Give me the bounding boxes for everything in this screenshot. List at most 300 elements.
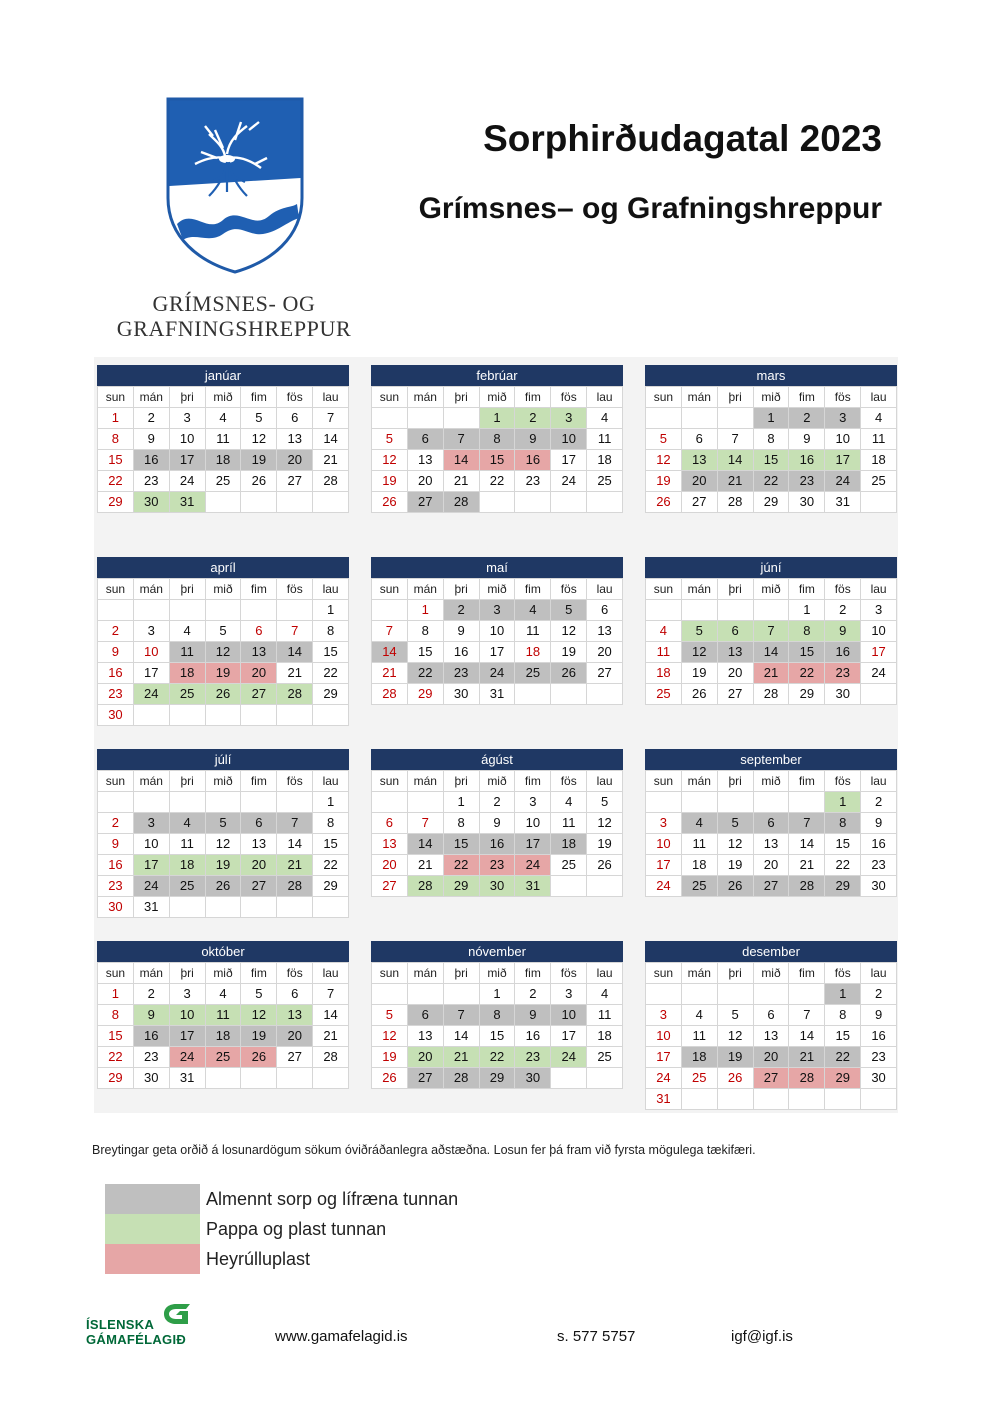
day-cell: 4 <box>682 813 718 834</box>
day-cell: 16 <box>134 1026 170 1047</box>
empty-day-cell <box>861 492 897 513</box>
day-cell: 8 <box>408 621 444 642</box>
weekday-header: fös <box>551 387 587 408</box>
day-cell: 18 <box>861 450 897 471</box>
day-cell: 6 <box>241 621 277 642</box>
day-cell: 19 <box>718 855 754 876</box>
day-cell: 21 <box>313 450 349 471</box>
month-grid <box>371 386 623 513</box>
day-cell: 29 <box>408 684 444 705</box>
legend-swatch-green <box>105 1214 200 1244</box>
day-cell: 7 <box>754 621 790 642</box>
day-cell: 30 <box>861 876 897 897</box>
day-cell: 20 <box>587 642 623 663</box>
day-cell: 19 <box>646 471 682 492</box>
weekday-header: lau <box>861 963 897 984</box>
day-cell: 4 <box>515 600 551 621</box>
day-cell: 8 <box>444 813 480 834</box>
weekday-header: lau <box>313 579 349 600</box>
day-cell: 14 <box>372 642 408 663</box>
weekday-header: mán <box>408 771 444 792</box>
day-cell: 11 <box>861 429 897 450</box>
day-cell: 13 <box>408 1026 444 1047</box>
day-cell: 9 <box>480 813 516 834</box>
day-cell: 24 <box>646 876 682 897</box>
day-cell: 27 <box>277 1047 313 1068</box>
day-cell: 2 <box>861 984 897 1005</box>
day-cell: 18 <box>646 663 682 684</box>
day-cell: 30 <box>134 1068 170 1089</box>
crest-caption-line2: GRAFNINGSHREPPUR <box>116 316 352 341</box>
day-cell: 27 <box>718 684 754 705</box>
day-cell: 20 <box>754 1047 790 1068</box>
weekday-header: mán <box>408 963 444 984</box>
day-cell: 28 <box>372 684 408 705</box>
day-cell: 22 <box>480 471 516 492</box>
weekday-header: fim <box>241 579 277 600</box>
day-cell: 8 <box>825 1005 861 1026</box>
day-cell: 14 <box>444 1026 480 1047</box>
day-cell: 27 <box>587 663 623 684</box>
weekday-header: sun <box>98 579 134 600</box>
day-cell: 7 <box>277 813 313 834</box>
day-cell: 20 <box>372 855 408 876</box>
day-cell: 24 <box>134 684 170 705</box>
empty-day-cell <box>313 1068 349 1089</box>
day-cell: 14 <box>789 834 825 855</box>
day-cell: 20 <box>408 471 444 492</box>
day-cell: 21 <box>372 663 408 684</box>
day-cell: 20 <box>277 1026 313 1047</box>
day-cell: 15 <box>313 834 349 855</box>
day-cell: 27 <box>241 684 277 705</box>
day-cell: 1 <box>98 984 134 1005</box>
day-cell: 18 <box>682 855 718 876</box>
weekday-header: sun <box>372 579 408 600</box>
day-cell: 19 <box>372 1047 408 1068</box>
empty-day-cell <box>646 408 682 429</box>
day-cell: 12 <box>587 813 623 834</box>
empty-day-cell <box>98 792 134 813</box>
weekday-header: mið <box>480 771 516 792</box>
company-logo-icon <box>156 1303 196 1325</box>
weekday-header: mið <box>754 579 790 600</box>
day-cell: 8 <box>98 429 134 450</box>
day-cell: 16 <box>825 642 861 663</box>
day-cell: 26 <box>372 1068 408 1089</box>
day-cell: 21 <box>277 663 313 684</box>
day-cell: 8 <box>313 621 349 642</box>
weekday-header: mán <box>134 771 170 792</box>
empty-day-cell <box>170 792 206 813</box>
day-cell: 13 <box>277 429 313 450</box>
month-name: mars <box>645 365 897 386</box>
legend-label: Almennt sorp og lífræna tunnan <box>206 1188 459 1209</box>
month-calendar <box>645 941 897 1110</box>
day-cell: 5 <box>372 1005 408 1026</box>
day-cell: 7 <box>789 1005 825 1026</box>
day-cell: 28 <box>313 471 349 492</box>
day-cell: 22 <box>444 855 480 876</box>
day-cell: 16 <box>515 1026 551 1047</box>
day-cell: 11 <box>170 834 206 855</box>
empty-day-cell <box>551 1068 587 1089</box>
empty-day-cell <box>718 408 754 429</box>
empty-day-cell <box>206 600 242 621</box>
day-cell: 6 <box>408 429 444 450</box>
day-cell: 12 <box>241 429 277 450</box>
day-cell: 26 <box>718 876 754 897</box>
day-cell: 8 <box>313 813 349 834</box>
day-cell: 5 <box>646 429 682 450</box>
weekday-header: lau <box>313 963 349 984</box>
day-cell: 11 <box>646 642 682 663</box>
day-cell: 5 <box>206 621 242 642</box>
day-cell: 7 <box>313 408 349 429</box>
day-cell: 10 <box>134 642 170 663</box>
day-cell: 12 <box>241 1005 277 1026</box>
empty-day-cell <box>170 705 206 726</box>
weekday-header: mið <box>480 579 516 600</box>
empty-day-cell <box>206 492 242 513</box>
day-cell: 23 <box>134 1047 170 1068</box>
day-cell: 17 <box>134 663 170 684</box>
month-grid <box>645 770 897 897</box>
day-cell: 12 <box>682 642 718 663</box>
weekday-header: fim <box>515 579 551 600</box>
day-cell: 1 <box>825 984 861 1005</box>
email-link[interactable]: igf@igf.is <box>731 1328 793 1345</box>
day-cell: 7 <box>718 429 754 450</box>
day-cell: 3 <box>134 621 170 642</box>
day-cell: 12 <box>718 834 754 855</box>
weekday-header: mið <box>754 771 790 792</box>
empty-day-cell <box>789 984 825 1005</box>
day-cell: 3 <box>646 1005 682 1026</box>
day-cell: 6 <box>754 1005 790 1026</box>
day-cell: 1 <box>444 792 480 813</box>
day-cell: 15 <box>480 450 516 471</box>
day-cell: 8 <box>480 429 516 450</box>
day-cell: 4 <box>170 621 206 642</box>
day-cell: 24 <box>515 855 551 876</box>
day-cell: 19 <box>241 450 277 471</box>
day-cell: 27 <box>408 492 444 513</box>
day-cell: 3 <box>480 600 516 621</box>
day-cell: 5 <box>587 792 623 813</box>
day-cell: 9 <box>825 621 861 642</box>
weekday-header: fim <box>515 963 551 984</box>
day-cell: 3 <box>646 813 682 834</box>
month-grid <box>97 770 349 918</box>
month-name: nóvember <box>371 941 623 962</box>
day-cell: 28 <box>718 492 754 513</box>
empty-day-cell <box>551 684 587 705</box>
day-cell: 15 <box>408 642 444 663</box>
day-cell: 23 <box>444 663 480 684</box>
day-cell: 4 <box>551 792 587 813</box>
day-cell: 7 <box>372 621 408 642</box>
day-cell: 18 <box>587 450 623 471</box>
day-cell: 13 <box>241 834 277 855</box>
day-cell: 5 <box>551 600 587 621</box>
empty-day-cell <box>754 1089 790 1110</box>
empty-day-cell <box>134 792 170 813</box>
day-cell: 3 <box>551 984 587 1005</box>
month-calendar <box>371 557 623 705</box>
day-cell: 21 <box>789 855 825 876</box>
day-cell: 4 <box>587 984 623 1005</box>
day-cell: 22 <box>825 855 861 876</box>
empty-day-cell <box>718 792 754 813</box>
day-cell: 1 <box>98 408 134 429</box>
day-cell: 22 <box>408 663 444 684</box>
day-cell: 18 <box>551 834 587 855</box>
company-logo <box>86 1303 186 1347</box>
month-name: ágúst <box>371 749 623 770</box>
day-cell: 16 <box>515 450 551 471</box>
weekday-header: þri <box>444 579 480 600</box>
weekday-header: fös <box>277 579 313 600</box>
weekday-header: lau <box>587 387 623 408</box>
day-cell: 19 <box>241 1026 277 1047</box>
phone-number: s. 577 5757 <box>557 1328 636 1345</box>
day-cell: 24 <box>646 1068 682 1089</box>
day-cell: 4 <box>587 408 623 429</box>
day-cell: 25 <box>515 663 551 684</box>
weekday-header: fös <box>551 579 587 600</box>
empty-day-cell <box>206 1068 242 1089</box>
day-cell: 30 <box>98 897 134 918</box>
day-cell: 6 <box>587 600 623 621</box>
empty-day-cell <box>718 1089 754 1110</box>
day-cell: 31 <box>170 492 206 513</box>
empty-day-cell <box>408 984 444 1005</box>
empty-day-cell <box>134 705 170 726</box>
day-cell: 29 <box>313 684 349 705</box>
weekday-header: lau <box>587 579 623 600</box>
month-name: júlí <box>97 749 349 770</box>
month-calendar <box>371 941 623 1089</box>
day-cell: 4 <box>170 813 206 834</box>
day-cell: 14 <box>313 1005 349 1026</box>
empty-day-cell <box>789 792 825 813</box>
day-cell: 1 <box>408 600 444 621</box>
month-name: október <box>97 941 349 962</box>
weekday-header: mið <box>754 963 790 984</box>
day-cell: 29 <box>444 876 480 897</box>
day-cell: 31 <box>825 492 861 513</box>
day-cell: 9 <box>98 642 134 663</box>
day-cell: 24 <box>551 1047 587 1068</box>
weekday-header: mán <box>408 387 444 408</box>
empty-day-cell <box>241 1068 277 1089</box>
day-cell: 12 <box>646 450 682 471</box>
weekday-header: sun <box>372 387 408 408</box>
day-cell: 24 <box>480 663 516 684</box>
day-cell: 15 <box>480 1026 516 1047</box>
day-cell: 8 <box>789 621 825 642</box>
day-cell: 23 <box>825 663 861 684</box>
empty-day-cell <box>754 600 790 621</box>
day-cell: 17 <box>515 834 551 855</box>
day-cell: 11 <box>682 834 718 855</box>
day-cell: 16 <box>444 642 480 663</box>
legend-item-paper-plastic <box>105 1214 458 1244</box>
day-cell: 10 <box>170 1005 206 1026</box>
day-cell: 17 <box>646 1047 682 1068</box>
empty-day-cell <box>206 792 242 813</box>
day-cell: 26 <box>682 684 718 705</box>
day-cell: 9 <box>98 834 134 855</box>
day-cell: 25 <box>682 876 718 897</box>
empty-day-cell <box>646 792 682 813</box>
weekday-header: mán <box>682 963 718 984</box>
day-cell: 13 <box>277 1005 313 1026</box>
day-cell: 15 <box>444 834 480 855</box>
calendar-area <box>94 357 898 1113</box>
website-link[interactable]: www.gamafelagid.is <box>275 1328 408 1345</box>
day-cell: 22 <box>98 471 134 492</box>
day-cell: 5 <box>718 813 754 834</box>
day-cell: 13 <box>408 450 444 471</box>
day-cell: 6 <box>718 621 754 642</box>
month-calendar <box>645 365 897 513</box>
weekday-header: þri <box>170 579 206 600</box>
day-cell: 8 <box>480 1005 516 1026</box>
day-cell: 3 <box>515 792 551 813</box>
day-cell: 27 <box>754 1068 790 1089</box>
weekday-header: mið <box>206 579 242 600</box>
day-cell: 23 <box>134 471 170 492</box>
empty-day-cell <box>408 408 444 429</box>
day-cell: 18 <box>587 1026 623 1047</box>
day-cell: 3 <box>551 408 587 429</box>
day-cell: 7 <box>444 429 480 450</box>
day-cell: 2 <box>789 408 825 429</box>
weekday-header: fös <box>825 387 861 408</box>
day-cell: 6 <box>277 984 313 1005</box>
company-logo-line2: GÁMAFÉLAGIÐ <box>86 1332 187 1347</box>
day-cell: 22 <box>480 1047 516 1068</box>
day-cell: 19 <box>206 663 242 684</box>
day-cell: 23 <box>515 471 551 492</box>
day-cell: 19 <box>551 642 587 663</box>
day-cell: 14 <box>277 834 313 855</box>
day-cell: 30 <box>789 492 825 513</box>
day-cell: 31 <box>134 897 170 918</box>
day-cell: 22 <box>313 663 349 684</box>
day-cell: 1 <box>754 408 790 429</box>
day-cell: 29 <box>825 876 861 897</box>
weekday-header: lau <box>861 771 897 792</box>
day-cell: 12 <box>206 834 242 855</box>
day-cell: 1 <box>313 600 349 621</box>
weekday-header: fim <box>789 963 825 984</box>
day-cell: 27 <box>754 876 790 897</box>
weekday-header: fös <box>825 579 861 600</box>
day-cell: 29 <box>480 1068 516 1089</box>
day-cell: 23 <box>789 471 825 492</box>
legend-item-general <box>105 1184 458 1214</box>
empty-day-cell <box>861 684 897 705</box>
day-cell: 5 <box>241 984 277 1005</box>
empty-day-cell <box>587 684 623 705</box>
day-cell: 18 <box>682 1047 718 1068</box>
day-cell: 20 <box>408 1047 444 1068</box>
empty-day-cell <box>408 792 444 813</box>
day-cell: 28 <box>444 492 480 513</box>
municipality-crest-logo <box>165 96 305 274</box>
weekday-header: þri <box>444 771 480 792</box>
day-cell: 20 <box>754 855 790 876</box>
day-cell: 21 <box>789 1047 825 1068</box>
day-cell: 3 <box>170 408 206 429</box>
day-cell: 26 <box>206 684 242 705</box>
day-cell: 27 <box>372 876 408 897</box>
empty-day-cell <box>241 600 277 621</box>
empty-day-cell <box>313 492 349 513</box>
day-cell: 4 <box>682 1005 718 1026</box>
day-cell: 10 <box>551 1005 587 1026</box>
day-cell: 16 <box>789 450 825 471</box>
day-cell: 17 <box>646 855 682 876</box>
day-cell: 16 <box>98 663 134 684</box>
day-cell: 20 <box>682 471 718 492</box>
day-cell: 5 <box>718 1005 754 1026</box>
day-cell: 29 <box>98 492 134 513</box>
weekday-header: fös <box>551 771 587 792</box>
day-cell: 19 <box>682 663 718 684</box>
day-cell: 12 <box>372 450 408 471</box>
day-cell: 24 <box>551 471 587 492</box>
day-cell: 13 <box>682 450 718 471</box>
day-cell: 20 <box>241 855 277 876</box>
day-cell: 1 <box>825 792 861 813</box>
weekday-header: mið <box>206 963 242 984</box>
day-cell: 18 <box>515 642 551 663</box>
day-cell: 5 <box>241 408 277 429</box>
day-cell: 9 <box>444 621 480 642</box>
weekday-header: lau <box>861 387 897 408</box>
day-cell: 9 <box>134 429 170 450</box>
empty-day-cell <box>646 984 682 1005</box>
day-cell: 23 <box>861 1047 897 1068</box>
day-cell: 7 <box>789 813 825 834</box>
day-cell: 6 <box>682 429 718 450</box>
day-cell: 21 <box>444 471 480 492</box>
day-cell: 13 <box>587 621 623 642</box>
day-cell: 1 <box>313 792 349 813</box>
day-cell: 6 <box>241 813 277 834</box>
weekday-header: fös <box>825 963 861 984</box>
day-cell: 26 <box>551 663 587 684</box>
day-cell: 29 <box>98 1068 134 1089</box>
weekday-header: fim <box>241 771 277 792</box>
month-calendar <box>97 365 349 513</box>
day-cell: 11 <box>206 1005 242 1026</box>
day-cell: 17 <box>825 450 861 471</box>
month-grid <box>645 962 897 1110</box>
empty-day-cell <box>241 792 277 813</box>
day-cell: 22 <box>313 855 349 876</box>
day-cell: 1 <box>789 600 825 621</box>
month-calendar <box>97 941 349 1089</box>
day-cell: 2 <box>134 984 170 1005</box>
weekday-header: fös <box>277 963 313 984</box>
day-cell: 1 <box>480 984 516 1005</box>
day-cell: 26 <box>206 876 242 897</box>
